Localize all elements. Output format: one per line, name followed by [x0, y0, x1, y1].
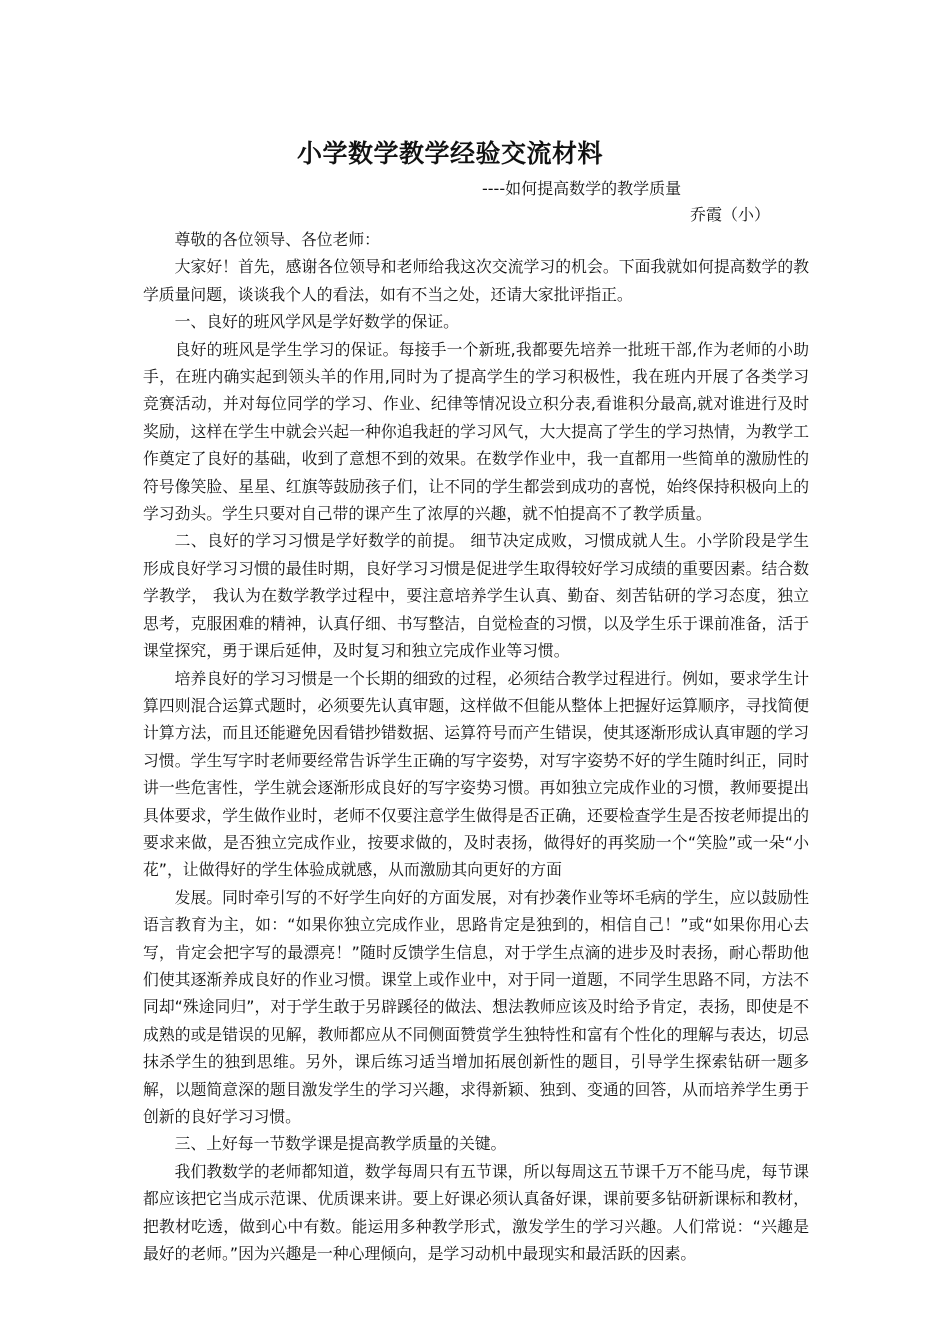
body-paragraph: 我们教数学的老师都知道，数学每周只有五节课，所以每周这五节课千万不能马虎，每节课都应该把它当成示范课、优质课来讲。要上好课必须认真备好课，课前要多钻研新课标和教材，把教材吃透，做到心中有数。能运用多种教学形式，激发学生的学习兴趣。人们常说：“兴趣是最好的老师。”因为兴趣是一种心理倾向，是学习动机中最现实和最活跃的因素。	[143, 1161, 809, 1264]
section-heading-3: 三、上好每一节数学课是提高教学质量的关键。	[174, 1134, 507, 1154]
body-paragraph: 发展。同时牵引写的不好学生向好的方面发展，对有抄袭作业等坏毛病的学生，应以鼓励性语言教育为主，如：“如果你独立完成作业，思路肯定是独到的，相信自己！”或“如果你用心去写，肯定会把字写的最漂亮！”随时反馈学生信息，对于学生点滴的进步及时表扬，耐心帮助他们使其逐渐养成良好的作业习惯。课堂上或作业中，对于同一道题，不同学生思路不同，方法不同却“殊途同归”，对于学生敢于另辟蹊径的做法、想法教师应该及时给予肯定，表扬，即使是不成熟的或是错误的见解，教师都应从不同侧面赞赏学生独特性和富有个性化的理解与表达，切忌抹杀学生的独到思维。另外，课后练习适当增加拓展创新性的题目，引导学生探索钻研一题多解，以题简意深的题目激发学生的学习兴趣，求得新颖、独到、变通的回答，从而培养学生勇于创新的良好学习习惯。	[143, 887, 809, 1126]
document-body	[143, 226, 809, 1267]
body-paragraph: 培养良好的学习习惯是一个长期的细致的过程，必须结合教学过程进行。例如，要求学生计算四则混合运算式题时，必须要先认真审题，这样做不但能从整体上把握好运算顺序，寻找简便计算方法，而且还能避免因看错抄错数据、运算符号而产生错误，使其逐渐形成认真审题的学习习惯。学生写字时老师要经常告诉学生正确的写字姿势，对写字姿势不好的学生随时纠正，同时讲一些危害性，学生就会逐渐形成良好的写字姿势习惯。再如独立完成作业的习惯，教师要提出具体要求，学生做作业时，老师不仅要注意学生做得是否正确，还要检查学生是否按老师提出的要求来做，是否独立完成作业，按要求做的，及时表扬，做得好的再奖励一个“笑脸”或一朵“小花”，让做得好的学生体验成就感，从而激励其向更好的方面	[143, 668, 809, 880]
body-paragraph: 良好的班风是学生学习的保证。每接手一个新班,我都要先培养一批班干部,作为老师的小助手，在班内确实起到领头羊的作用,同时为了提高学生的学习积极性，我在班内开展了各类学习竞赛活动，并对每位同学的学习、作业、纪律等情况设立积分表,看谁积分最高,就对谁进行及时奖励，这样在学生中就会兴起一种你追我赶的学习风气，大大提高了学生的学习热情，为教学工作奠定了良好的基础，收到了意想不到的效果。在数学作业中，我一直都用一些简单的激励性的符号像笑脸、星星、红旗等鼓励孩子们，让不同的学生都尝到成功的喜悦，始终保持积极向上的学习劲头。学生只要对自己带的课产生了浓厚的兴趣，就不怕提高不了教学质量。	[143, 339, 809, 524]
greeting-paragraph: 尊敬的各位领导、各位老师：	[174, 230, 380, 249]
document-subtitle: ----如何提高数学的教学质量	[482, 179, 682, 198]
section-heading-2-paragraph: 二、良好的学习习惯是学好数学的前提。 细节决定成败，习惯成就人生。小学阶段是学生形成良好学习习惯的最佳时期，良好学习习惯是促进学生取得较好学习成绩的重要因素。结合数学教学， 我认为在数学教学过程中，要注意培养学生认真、勤奋、刻苦钻研的学习态度，独立思考，克服困难的精神，认真仔细、书写整洁，自觉检查的习惯，以及学生乐于课前准备，活于课堂探究，勇于课后延伸，及时复习和独立完成作业等习惯。	[143, 531, 809, 661]
document-author: 乔霞（小）	[690, 205, 771, 224]
section-heading-1: 一、良好的班风学风是学好数学的保证。	[174, 312, 459, 332]
intro-paragraph: 大家好！首先，感谢各位领导和老师给我这次交流学习的机会。下面我就如何提高数学的教学质量问题，谈谈我个人的看法，如有不当之处，还请大家批评指正。	[143, 257, 809, 304]
document-title: 小学数学教学经验交流材料	[296, 139, 603, 168]
